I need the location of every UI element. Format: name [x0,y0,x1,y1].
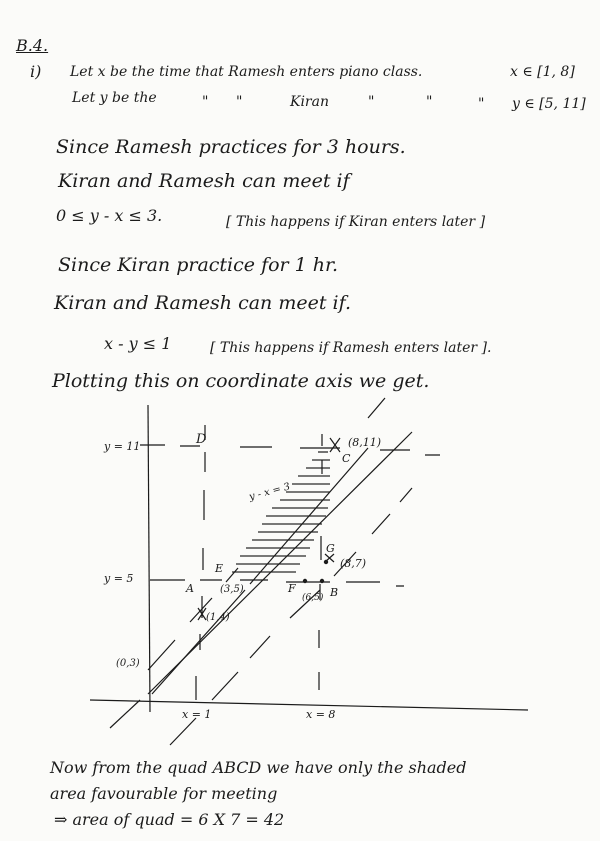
line-y11 [140,445,440,455]
line-8-note: [ This happens if Ramesh enters later ]. [210,340,492,356]
line-x1 [196,425,205,700]
label-F: F [288,582,296,595]
shaded-region [232,452,330,572]
label-C-coord: (8,11) [348,436,382,449]
conclusion-line-2: area favourable for meeting [50,784,278,803]
label-E: E [215,562,224,575]
line-1: Let x be the time that Ramesh enters piano class. [70,64,423,80]
label-G-coord: (8,7) [340,557,367,570]
line-5: 0 ≤ y - x ≤ 3. [56,206,163,225]
label-14: (1,4) [206,612,230,623]
y-axis [148,405,150,712]
line-6: Since Kiran practice for 1 hr. [58,254,339,276]
label-x1: x = 1 [182,708,212,721]
label-line-eq: y - x = 3 [247,481,292,503]
line-x-minus-y-1 [148,432,412,694]
label-D: D [196,432,207,447]
line-2-ditto-4: " [426,94,433,110]
label-G: G [326,542,335,555]
label-y5: y = 5 [104,572,134,585]
label-E-coord: (3,5) [220,584,244,595]
line-2-kiran: Kiran [290,94,329,110]
question-number: B.4. [16,36,49,55]
line-2-ditto-2: " [236,94,243,110]
line-2-ditto-1: " [202,94,209,110]
line-2-ditto-5: " [478,96,485,112]
label-B: B [330,586,339,599]
line-2-a: Let y be the [72,90,157,106]
line-3: Since Ramesh practices for 3 hours. [56,136,406,158]
label-C: C [342,452,351,465]
line-extension-lower [110,700,140,728]
line-4: Kiran and Ramesh can meet if [58,170,350,192]
line-9: Plotting this on coordinate axis we get. [52,370,430,392]
conclusion-line-1: Now from the quad ABCD we have only the shaded [50,758,467,777]
label-y11: y = 11 [104,440,141,453]
point-F-dot [303,579,307,583]
line-x8 [319,434,322,690]
point-B-dot [320,579,324,583]
label-03: (0,3) [116,658,140,669]
line-1-domain: x ∈ [1, 8] [510,64,575,80]
line-2-domain: y ∈ [5, 11] [512,96,586,112]
point-G-dot [324,560,328,564]
label-F-coord: (6,5) [302,593,324,603]
label-x8: x = 8 [306,708,336,721]
part-label: i) [30,62,42,81]
conclusion-line-3: ⇒ area of quad = 6 X 7 = 42 [54,810,285,829]
label-A: A [186,582,194,595]
line-5-note: [ This happens if Kiran enters later ] [226,214,486,230]
line-2-ditto-3: " [368,94,375,110]
line-8: x - y ≤ 1 [104,334,172,353]
line-7: Kiran and Ramesh can meet if. [54,292,351,314]
marker-C [330,438,340,452]
